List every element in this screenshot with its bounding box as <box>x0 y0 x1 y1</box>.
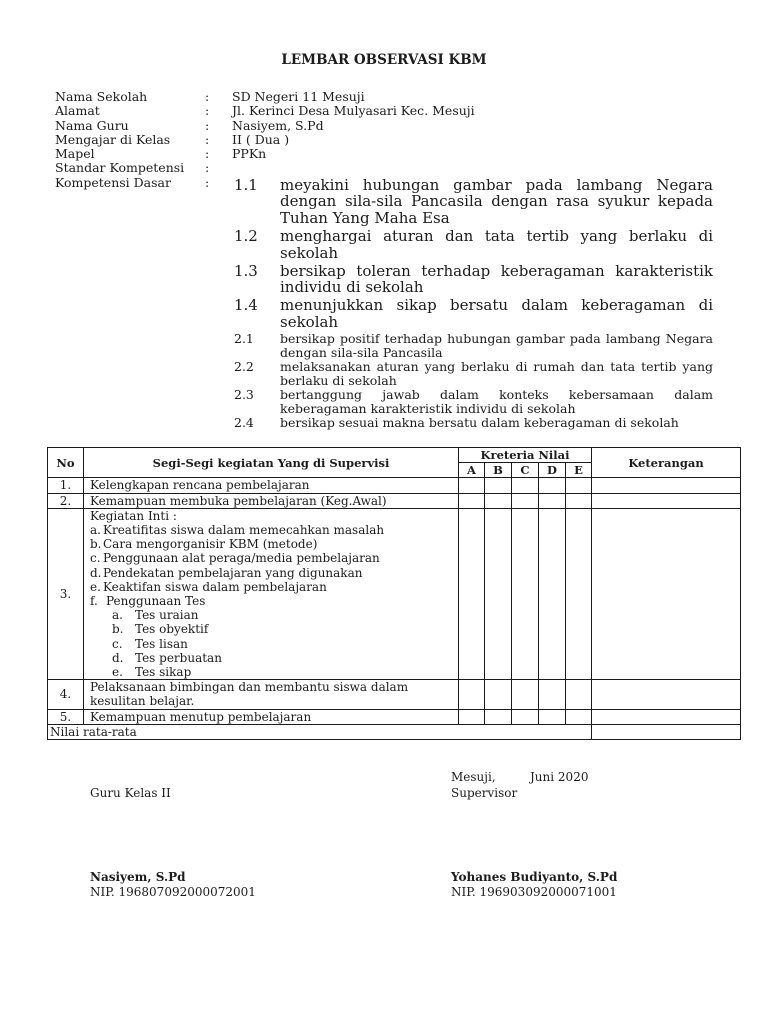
table-row <box>48 709 741 724</box>
grade-cell-d <box>539 709 566 724</box>
item-marker: d. <box>112 650 124 665</box>
item-text: Pendekatan pembelajaran yang digunakan <box>103 565 363 580</box>
grade-cell-e <box>566 493 592 508</box>
item-marker: b. <box>112 622 124 637</box>
grade-cell-e <box>566 709 592 724</box>
list-item <box>90 523 452 537</box>
item-text: Penggunaan Tes <box>106 594 206 609</box>
identity-value: II ( Dua ) <box>232 131 290 147</box>
competency-number: 1.3 <box>234 261 258 280</box>
item-text: Kreatifitas siswa dalam memecahkan masalah <box>103 523 385 538</box>
row-activity: Pelaksanaan bimbingan dan membantu siswa dalam kesulitan belajar. <box>84 680 459 709</box>
item-text: Penggunaan alat peraga/media pembelajaran <box>103 551 380 566</box>
identity-colon: : <box>205 89 210 104</box>
identity-row-kelas <box>55 133 475 147</box>
list-item <box>90 566 452 580</box>
item-text: Keaktifan siswa dalam pembelajaran <box>103 579 327 594</box>
competency-number: 1.4 <box>234 296 258 315</box>
sub-list-item <box>90 665 452 679</box>
competency-text: melaksanakan aturan yang berlaku di rumah dan tata tertib yang berlaku di sekolah <box>280 358 713 388</box>
header-grade-b: B <box>485 463 512 478</box>
table-row <box>48 680 741 709</box>
identity-label: Kompetensi Dasar <box>55 174 171 190</box>
competency-item <box>234 228 713 262</box>
header-grade-e: E <box>566 463 592 478</box>
grade-cell-b <box>485 478 512 493</box>
identity-row-mapel <box>55 147 475 161</box>
identity-label: Nama Sekolah <box>55 89 148 104</box>
supervisor-role: Supervisor <box>451 786 518 800</box>
list-item <box>90 594 452 608</box>
header-grade-c: C <box>512 463 539 478</box>
identity-value: Jl. Kerinci Desa Mulyasari Kec. Mesuji <box>232 103 475 119</box>
item-marker: a. <box>90 523 101 538</box>
item-marker: e. <box>90 579 101 594</box>
identity-label: Nama Guru <box>55 117 129 133</box>
notes-cell <box>592 724 741 739</box>
identity-value: Nasiyem, S.Pd <box>232 117 324 133</box>
item-marker: c. <box>112 636 123 651</box>
identity-label: Standar Kompetensi <box>55 160 185 176</box>
teacher-nip: NIP. 196807092000072001 <box>90 885 256 899</box>
row-activity: Kelengkapan rencana pembelajaran <box>84 478 459 493</box>
header-grade-a: A <box>459 463 485 478</box>
header-criteria: Kreteria Nilai <box>459 448 592 463</box>
average-label: Nilai rata-rata <box>48 724 592 739</box>
notes-cell <box>592 709 741 724</box>
row-number: 4. <box>48 680 84 709</box>
competency-item <box>234 297 713 331</box>
item-text: Tes sikap <box>135 665 192 680</box>
competency-number: 2.1 <box>234 330 254 346</box>
supervisor-name: Yohanes Budiyanto, S.Pd <box>451 870 618 884</box>
identity-value: SD Negeri 11 Mesuji <box>232 89 365 104</box>
table-row <box>48 478 741 493</box>
competency-number: 1.2 <box>234 226 258 245</box>
page-title: LEMBAR OBSERVASI KBM <box>281 52 487 68</box>
grade-cell-b <box>485 680 512 709</box>
list-item <box>90 551 452 565</box>
identity-colon: : <box>205 131 210 147</box>
identity-row-standar-kompetensi <box>55 161 475 175</box>
header-notes: Keterangan <box>592 448 741 478</box>
competency-item <box>234 332 713 360</box>
identity-colon: : <box>205 117 210 133</box>
grade-cell-d <box>539 680 566 709</box>
sub-list-item <box>90 608 452 622</box>
grade-cell-e <box>566 680 592 709</box>
competency-list <box>234 177 713 430</box>
grade-cell-c <box>512 680 539 709</box>
competency-text: bersikap positif terhadap hubungan gambar pada lambang Negara dengan sila-sila Pancasila <box>280 330 713 360</box>
row-number: 1. <box>48 478 84 493</box>
row-number: 5. <box>48 709 84 724</box>
sub-list-item <box>90 637 452 651</box>
average-row <box>48 724 741 739</box>
competency-text: bersikap sesuai makna bersatu dalam keberagaman di sekolah <box>280 414 679 430</box>
competency-number: 2.2 <box>234 358 254 374</box>
grade-cell-c <box>512 493 539 508</box>
item-marker: f. <box>90 594 98 609</box>
competency-item <box>234 360 713 388</box>
signature-place: Mesuji, <box>451 770 496 784</box>
item-text: Tes lisan <box>135 636 188 651</box>
signature-date-line <box>451 770 651 784</box>
grade-cell-a <box>459 709 485 724</box>
item-marker: d. <box>90 565 102 580</box>
identity-row-alamat <box>55 104 475 118</box>
row-activity <box>84 508 459 679</box>
header-activity: Segi-Segi kegiatan Yang di Supervisi <box>84 448 459 478</box>
item-marker: c. <box>90 551 101 566</box>
sub-list-item <box>90 622 452 636</box>
grade-cell-e <box>566 478 592 493</box>
grade-cell-a <box>459 680 485 709</box>
notes-cell <box>592 680 741 709</box>
item-marker: a. <box>112 608 123 623</box>
competency-text: menghargai aturan dan tata tertib yang berlaku di sekolah <box>280 226 713 262</box>
row-number: 2. <box>48 493 84 508</box>
item-marker: e. <box>112 665 123 680</box>
notes-cell <box>592 478 741 493</box>
competency-number: 2.3 <box>234 386 254 402</box>
grade-cell-a <box>459 508 485 679</box>
grade-cell-c <box>512 709 539 724</box>
identity-label: Alamat <box>55 103 100 119</box>
row-activity: Kemampuan menutup pembelajaran <box>84 709 459 724</box>
row-heading: Kegiatan Inti : <box>90 508 177 523</box>
table-row <box>48 493 741 508</box>
competency-number: 2.4 <box>234 414 254 430</box>
signature-date: Juni 2020 <box>530 770 589 784</box>
sub-list-item <box>90 651 452 665</box>
competency-item <box>234 177 713 227</box>
teacher-role: Guru Kelas II <box>90 786 171 800</box>
grade-cell-e <box>566 508 592 679</box>
row-activity: Kemampuan membuka pembelajaran (Keg.Awal) <box>84 493 459 508</box>
identity-colon: : <box>205 146 210 162</box>
competency-text: bersikap toleran terhadap keberagaman karakteristik individu di sekolah <box>280 261 713 297</box>
notes-cell <box>592 508 741 679</box>
identity-colon: : <box>205 174 210 190</box>
competency-item <box>234 388 713 416</box>
grade-cell-c <box>512 478 539 493</box>
header-no: No <box>48 448 84 478</box>
grade-cell-b <box>485 508 512 679</box>
grade-cell-b <box>485 493 512 508</box>
grade-cell-d <box>539 508 566 679</box>
item-text: Cara mengorganisir KBM (metode) <box>103 537 318 552</box>
identity-label: Mapel <box>55 146 95 162</box>
grade-cell-c <box>512 508 539 679</box>
identity-colon: : <box>205 103 210 119</box>
identity-row-nama-guru <box>55 119 475 133</box>
header-grade-d: D <box>539 463 566 478</box>
grade-cell-a <box>459 493 485 508</box>
table-row <box>48 508 741 679</box>
table-header-row <box>48 448 741 463</box>
competency-number: 1.1 <box>234 175 258 194</box>
grade-cell-d <box>539 478 566 493</box>
competency-text: bertanggung jawab dalam konteks kebersamaan dalam keberagaman karakteristik individu di sekolah <box>280 386 713 416</box>
competency-text: meyakini hubungan gambar pada lambang Negara dengan sila-sila Pancasila dengan rasa syukur kepada Tuhan Yang Maha Esa <box>280 175 713 228</box>
item-text: Tes perbuatan <box>135 650 222 665</box>
competency-item <box>234 416 713 430</box>
identity-colon: : <box>205 160 210 176</box>
grade-cell-d <box>539 493 566 508</box>
identity-label: Mengajar di Kelas <box>55 131 171 147</box>
supervisor-nip: NIP. 196903092000071001 <box>451 885 617 899</box>
list-item <box>90 580 452 594</box>
observation-table <box>47 447 741 740</box>
item-text: Tes obyektif <box>135 622 209 637</box>
teacher-name: Nasiyem, S.Pd <box>90 870 186 884</box>
list-item <box>90 537 452 551</box>
grade-cell-b <box>485 709 512 724</box>
competency-item <box>234 263 713 297</box>
row-number: 3. <box>48 508 84 679</box>
item-marker: b. <box>90 537 102 552</box>
identity-value: PPKn <box>232 146 267 162</box>
item-text: Tes uraian <box>135 608 199 623</box>
notes-cell <box>592 493 741 508</box>
identity-row-nama-sekolah <box>55 90 475 104</box>
competency-text: menunjukkan sikap bersatu dalam keberagaman di sekolah <box>280 296 713 331</box>
grade-cell-a <box>459 478 485 493</box>
